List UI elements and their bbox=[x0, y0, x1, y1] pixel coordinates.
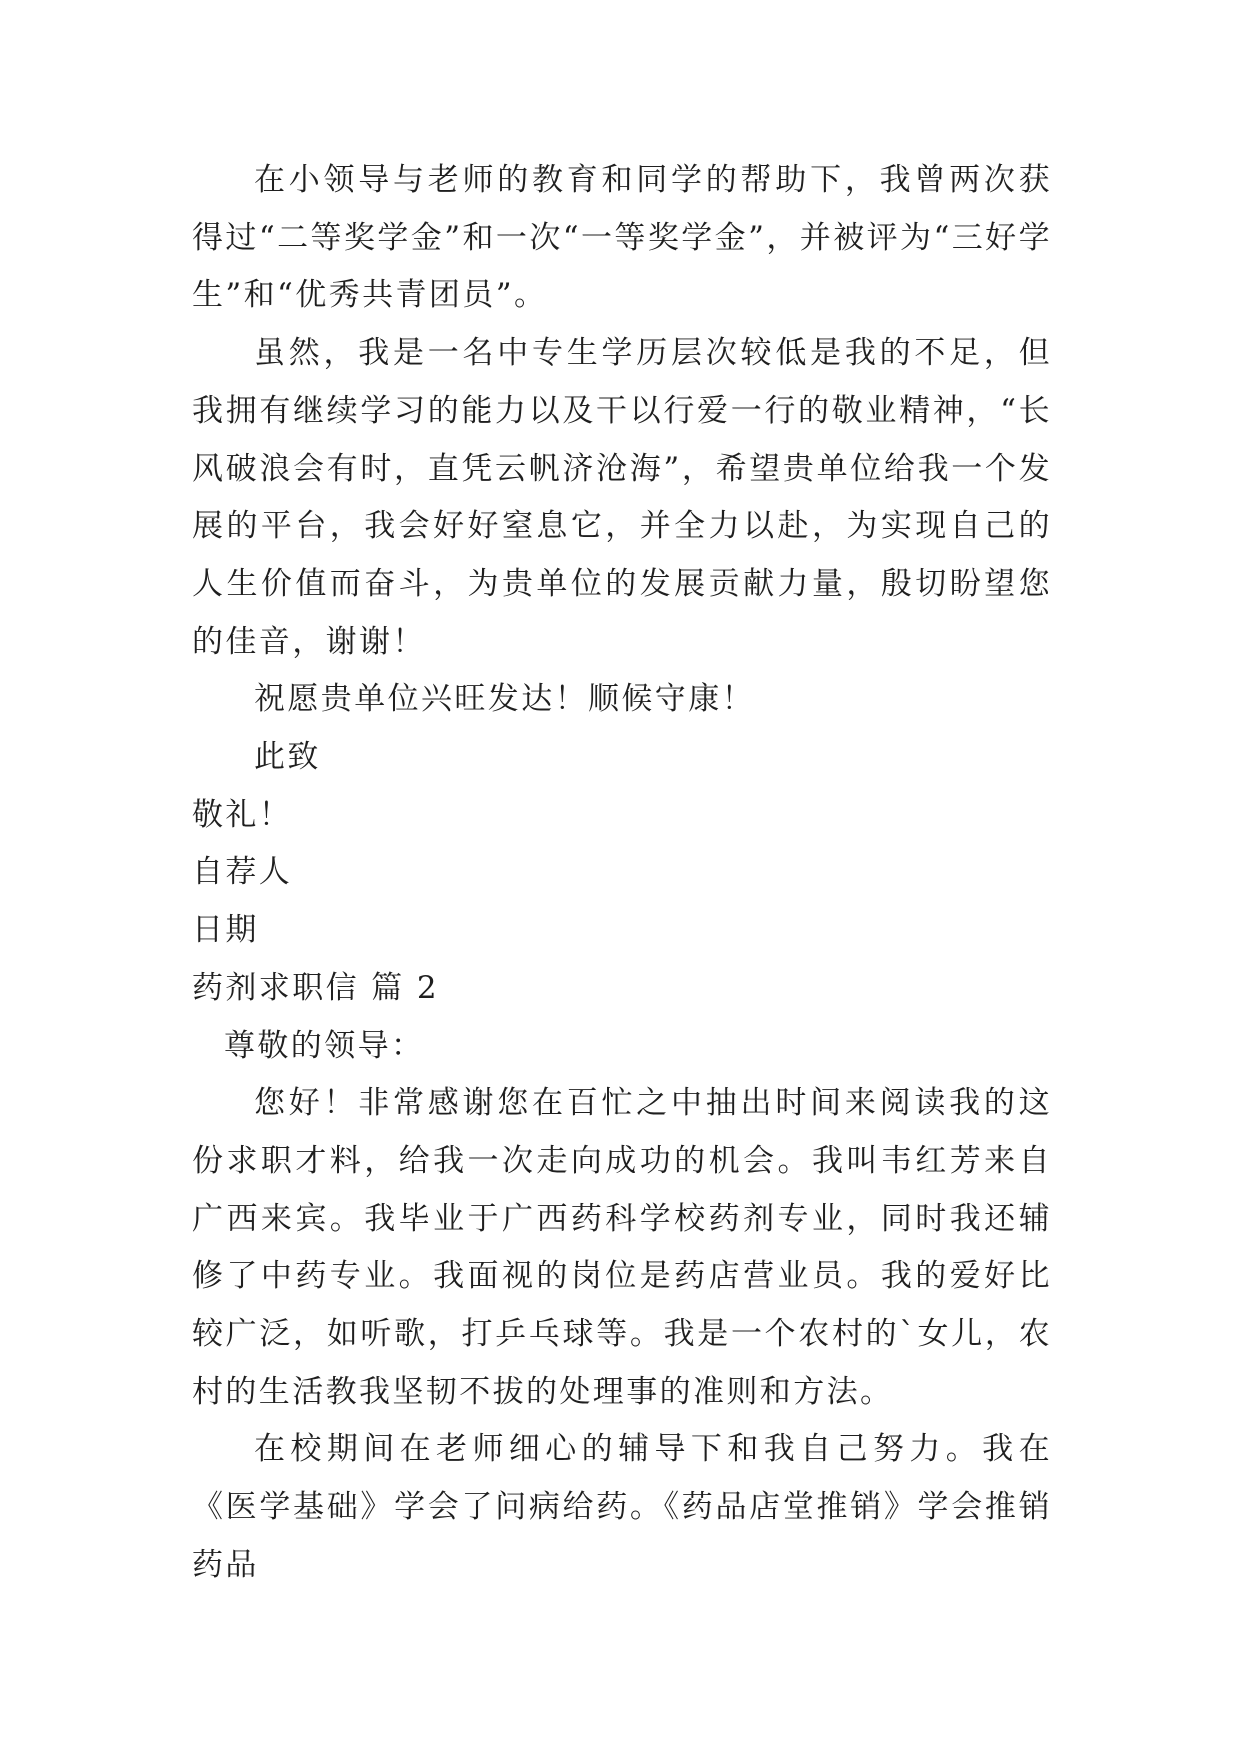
paragraph-awards: 在小领导与老师的教育和同学的帮助下，我曾两次获得过“二等奖学金”和一次“一等奖学金”，并被评为“三好学生”和“优秀共青团员”。 bbox=[192, 162, 1052, 314]
section-heading: 药剂求职信 篇 2 bbox=[192, 969, 440, 1006]
paragraph-school-period: 在校期间在老师细心的辅导下和我自己努力。我在《医学基础》学会了问病给药。《药品店堂推销》学会推销药品 bbox=[192, 1431, 1052, 1583]
greeting: 尊敬的领导： bbox=[224, 1027, 425, 1064]
paragraph-self-assessment: 虽然，我是一名中专生学历层次较低是我的不足，但我拥有继续学习的能力以及干以行爱一行的敬业精神，“长风破浪会有时，直凭云帆济沧海”，希望贵单位给我一个发展的平台，我会好好窒息它，并全力以赴，为实现自己的人生价值而奋斗，为贵单位的发展贡献力量，殷切盼望您的佳音，谢谢！ bbox=[192, 335, 1052, 660]
date-label: 日期 bbox=[192, 912, 259, 949]
paragraph-wishes: 祝愿贵单位兴旺发达！顺候守康！ bbox=[254, 681, 755, 718]
document-body bbox=[192, 152, 1052, 1595]
closing-salutation: 此致 bbox=[254, 739, 321, 776]
paragraph-introduction: 您好！非常感谢您在百忙之中抽出时间来阅读我的这份求职才料，给我一次走向成功的机会。我叫韦红芳来自广西来宾。我毕业于广西药科学校药剂专业，同时我还辅修了中药专业。我面视的岗位是药店营业员。我的爱好比较广泛，如听歌，打乒乓球等。我是一个农村的`女儿，农村的生活教我坚韧不拔的处理事的准则和方法。 bbox=[192, 1085, 1052, 1410]
closing-respect: 敬礼！ bbox=[192, 796, 293, 833]
signature-label: 自荐人 bbox=[192, 854, 293, 891]
